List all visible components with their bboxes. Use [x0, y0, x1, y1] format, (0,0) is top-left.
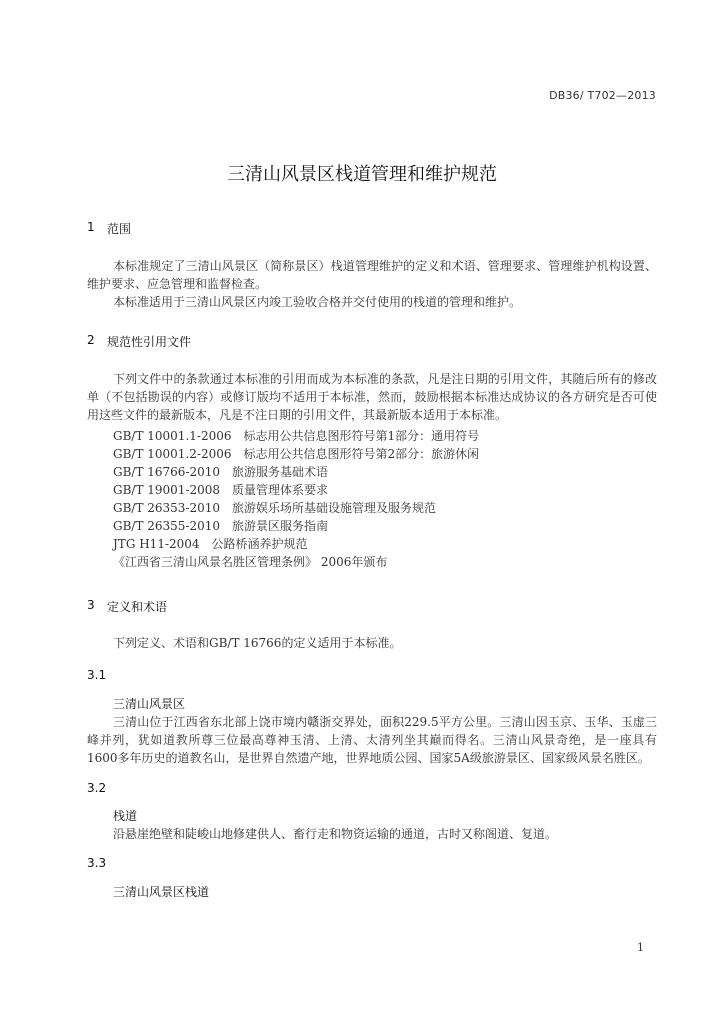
section-1-paragraph-2: 本标准适用于三清山风景区内竣工验收合格并交付使用的栈道的管理和维护。 [113, 295, 522, 309]
reference-item: GB/T 10001.2-2006 标志用公共信息图形符号第2部分：旅游休闲 [113, 447, 480, 461]
section-3-intro: 下列定义、术语和GB/T 16766的定义适用于本标准。 [113, 636, 402, 650]
term-3-1-text: 三清山位于江西省东北部上饶市境内赣浙交界处，面积229.5平方公里。三清山因玉京、玉华、玉虚三峰并列，犹如道教所尊三位最高尊神玉清、上清、太清列坐其巅而得名。三清山风景奇绝，是一座具有1600多年历史的道教名山，是世界自然遗产地，世界地质公园、国家5A级旅游景区、国家级风景名胜区。 [87, 715, 657, 765]
section-2-title: 规范性引用文件 [107, 335, 192, 349]
term-3-2-number: 3.2 [87, 781, 107, 795]
section-1-number: 1 [87, 220, 95, 234]
term-3-1-title: 三清山风景区 [113, 697, 186, 711]
section-2-number: 2 [87, 333, 95, 347]
standard-code: DB36/ T702—2013 [549, 89, 656, 102]
term-3-2-text: 沿悬崖绝壁和陡峻山地修建供人、畜行走和物资运输的通道，古时又称阁道、复道。 [113, 827, 558, 841]
section-1-title: 范围 [107, 222, 132, 236]
reference-item: JTG H11-2004 公路桥涵养护规范 [113, 537, 308, 551]
term-3-2-title: 栈道 [113, 809, 138, 823]
reference-item: GB/T 16766-2010 旅游服务基础术语 [113, 465, 329, 479]
reference-item: GB/T 26353-2010 旅游娱乐场所基础设施管理及服务规范 [113, 501, 437, 515]
section-3-title: 定义和术语 [107, 600, 168, 614]
section-1-paragraph-1: 本标准规定了三清山风景区（简称景区）栈道管理维护的定义和术语、管理要求、管理维护机构设置、维护要求、应急管理和监督检查。 [87, 259, 657, 291]
term-3-3-title: 三清山风景区栈道 [113, 885, 210, 899]
reference-item: GB/T 19001-2008 质量管理体系要求 [113, 483, 329, 497]
reference-item: 《江西省三清山风景名胜区管理条例》 2006年颁布 [113, 555, 388, 569]
page-number: 1 [637, 941, 644, 954]
reference-item: GB/T 26355-2010 旅游景区服务指南 [113, 519, 329, 533]
reference-item: GB/T 10001.1-2006 标志用公共信息图形符号第1部分：通用符号 [113, 429, 480, 443]
document-title: 三清山风景区栈道管理和维护规范 [227, 164, 497, 185]
section-2-intro: 下列文件中的条款通过本标准的引用而成为本标准的条款，凡是注日期的引用文件，其随后所有的修改单（不包括勘误的内容）或修订版均不适用于本标准，然而，鼓励根据本标准达成协议的各方研究是否可使用这些文件的最新版本，凡是不注日期的引用文件，其最新版本适用于本标准。 [87, 372, 657, 422]
section-3-number: 3 [87, 598, 95, 612]
term-3-3-number: 3.3 [87, 856, 107, 870]
term-3-1-number: 3.1 [87, 668, 107, 682]
